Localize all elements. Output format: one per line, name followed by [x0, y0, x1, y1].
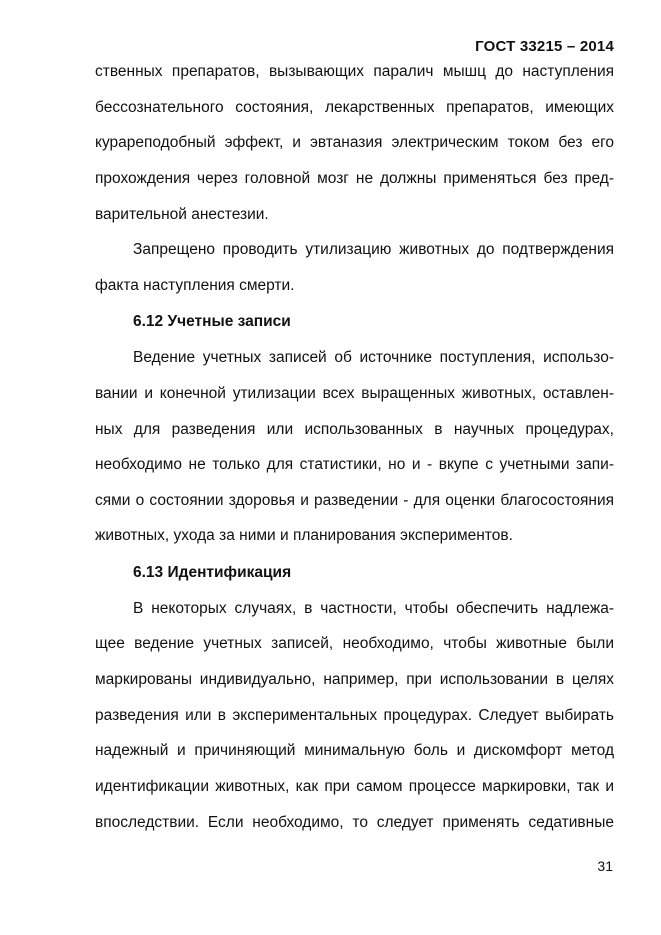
text-line: Ведение учетных записей об источнике поступления, использо- [133, 349, 614, 366]
text-line: идентификации животных, как при самом процессе маркировки, так и [95, 778, 614, 795]
text-line: бессознательного состояния, лекарственных препаратов, имеющих [95, 99, 614, 116]
text-line: сями о состоянии здоровья и разведении - для оценки благосостояния [95, 492, 614, 509]
text-line: варительной анестезии. [95, 206, 269, 223]
text-line: курареподобный эффект, и эвтаназия электрическим током без его [95, 134, 614, 151]
text-line: факта наступления смерти. [95, 277, 295, 294]
text-line: вании и конечной утилизации всех выращенных животных, оставлен- [95, 385, 614, 402]
text-line: маркированы индивидуально, например, при использовании в целях [95, 671, 614, 688]
section-heading-6-13: 6.13 Идентификация [133, 564, 292, 581]
text-line: щее ведение учетных записей, необходимо, чтобы животные были [95, 635, 614, 652]
text-line: впоследствии. Если необходимо, то следует применять седативные [95, 814, 614, 831]
text-line: В некоторых случаях, в частности, чтобы обеспечить надлежа- [133, 600, 614, 617]
text-line: разведения или в экспериментальных процедурах. Следует выбирать [95, 707, 614, 724]
text-line: прохождения через головной мозг не должны применяться без пред- [95, 170, 614, 187]
text-line: ных для разведения или использованных в научных процедурах, [95, 421, 614, 438]
standard-header: ГОСТ 33215 – 2014 [475, 38, 614, 55]
text-line: надежный и причиняющий минимальную боль и дискомфорт метод [95, 742, 614, 759]
section-heading-6-12: 6.12 Учетные записи [133, 313, 291, 330]
text-line: ственных препаратов, вызывающих паралич мышц до наступления [95, 63, 614, 80]
text-line: животных, ухода за ними и планирования экспериментов. [95, 527, 513, 544]
page-number: 31 [597, 858, 613, 874]
text-line: необходимо не только для статистики, но и - вкупе с учетными запи- [95, 456, 614, 473]
text-line: Запрещено проводить утилизацию животных до подтверждения [133, 241, 614, 258]
